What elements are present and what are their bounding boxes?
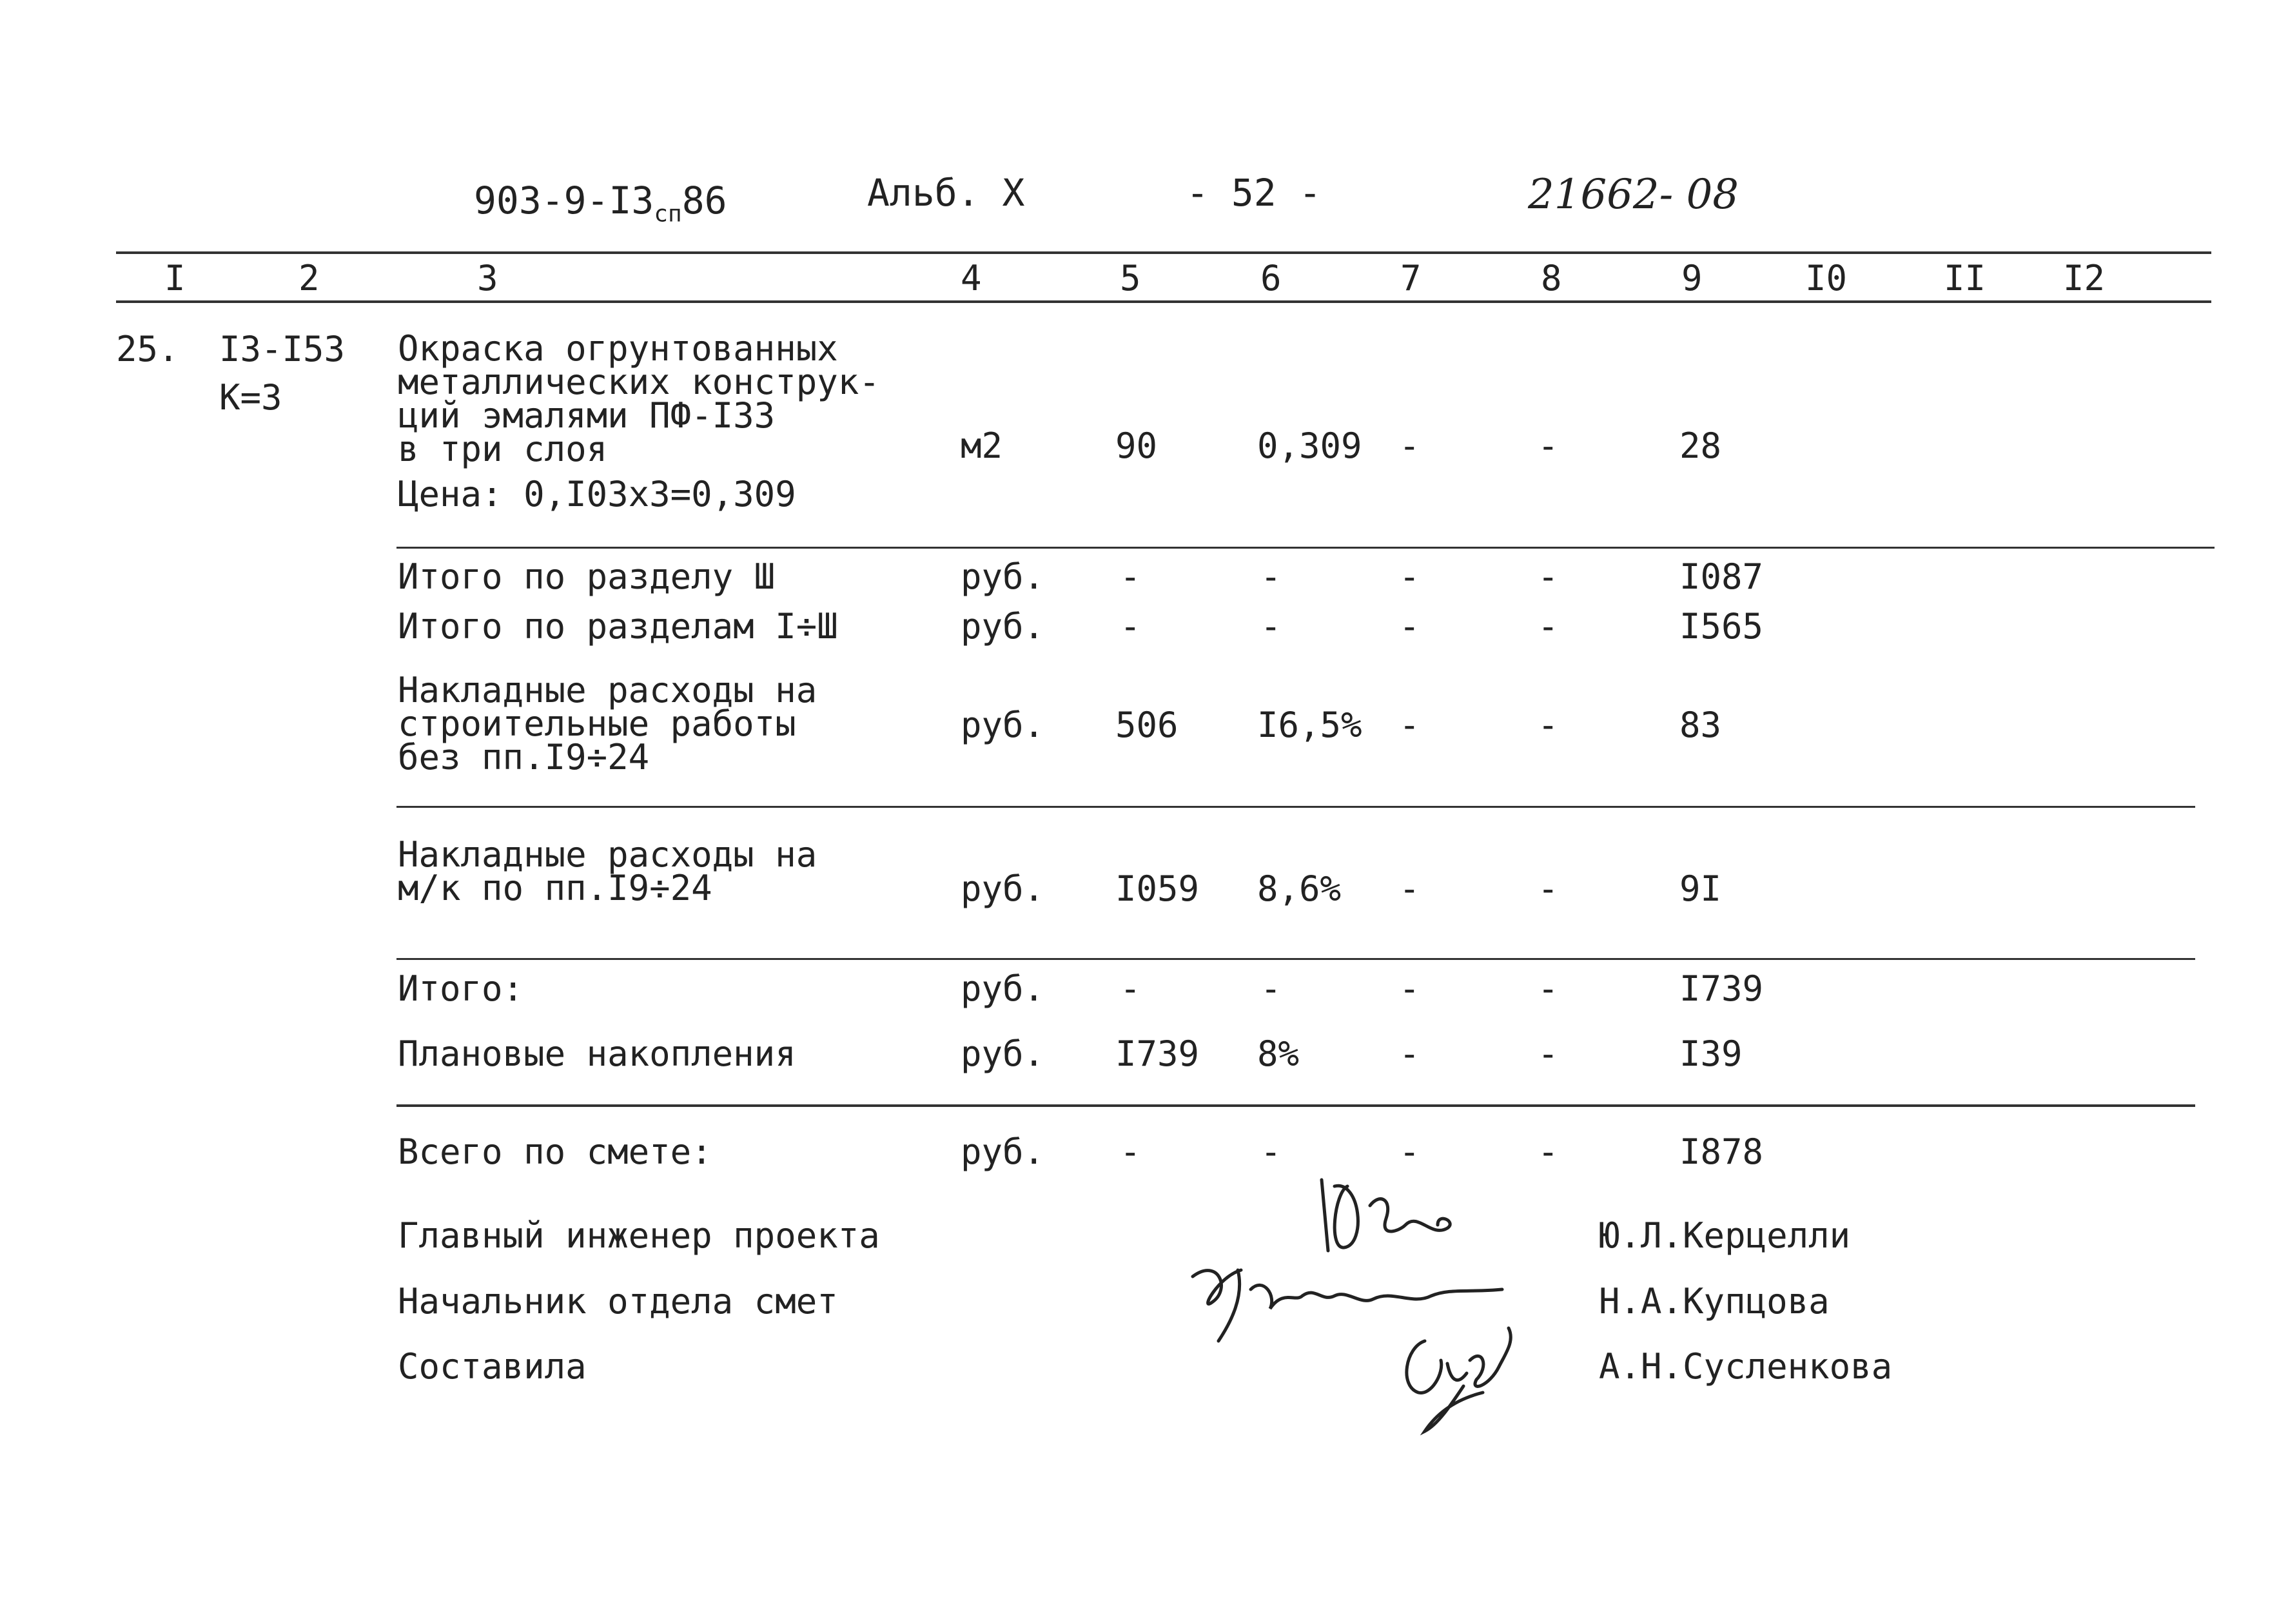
- row-col5: -: [1120, 556, 1141, 597]
- album-label: Альб. X: [867, 171, 1025, 215]
- name-estimates-head: Н.А.Купцова: [1599, 1281, 1830, 1322]
- row-col8: -: [1538, 606, 1559, 647]
- row-col5: -: [1120, 606, 1141, 647]
- row-label: Итого по разделу Ш: [398, 556, 776, 597]
- row-label: Итого по разделам I÷Ш: [398, 606, 838, 647]
- row-col7: -: [1399, 606, 1420, 647]
- divider-2: [396, 806, 2195, 808]
- row-col9: I878: [1679, 1131, 1764, 1172]
- inventory-number: 21662- 08: [1528, 171, 1739, 219]
- row-unit: руб.: [961, 1131, 1045, 1172]
- document-code-sub: сп: [654, 201, 682, 228]
- col-header-7: 7: [1400, 258, 1422, 298]
- document-code-tail: 86: [681, 179, 727, 222]
- divider-4: [396, 1104, 2195, 1107]
- row-col6: 8%: [1257, 1033, 1300, 1074]
- row-label: Плановые накопления: [398, 1033, 796, 1074]
- col-header-11: II: [1944, 258, 1986, 298]
- table-top-rule: [116, 251, 2211, 254]
- row-col9: I739: [1679, 968, 1764, 1009]
- divider-1: [396, 547, 2215, 549]
- item-description: Окраска огрунтованных металлических конструк- ций эмалями ПФ-I33 в три слоя: [398, 328, 880, 469]
- document-code: [474, 179, 727, 228]
- item-rate: 0,309: [1257, 426, 1362, 466]
- item-quantity: 90: [1115, 426, 1158, 466]
- name-chief-engineer: Ю.Л.Керцелли: [1599, 1215, 1851, 1256]
- item-number: 25.: [116, 329, 179, 369]
- row-unit: руб.: [961, 868, 1045, 909]
- divider-3: [396, 958, 2195, 960]
- item-col8: -: [1538, 426, 1559, 466]
- row-col8: -: [1538, 868, 1559, 909]
- row-col7: -: [1399, 1131, 1420, 1172]
- row-col5: I739: [1115, 1033, 1200, 1074]
- row-col9: I087: [1679, 556, 1764, 597]
- col-header-8: 8: [1541, 258, 1562, 298]
- row-col9: I39: [1679, 1033, 1743, 1074]
- col-header-10: I0: [1805, 258, 1848, 298]
- row-col7: -: [1399, 868, 1420, 909]
- role-estimates-head: Начальник отдела смет: [398, 1281, 838, 1322]
- role-compiler: Составила: [398, 1346, 587, 1387]
- row-col6: -: [1260, 606, 1282, 647]
- row-col9: 83: [1679, 705, 1722, 745]
- row-col7: -: [1399, 705, 1420, 745]
- row-unit: руб.: [961, 556, 1045, 597]
- item-total: 28: [1679, 426, 1722, 466]
- row-col8: -: [1538, 1131, 1559, 1172]
- row-col6: I6,5%: [1257, 705, 1362, 745]
- col-header-9: 9: [1681, 258, 1703, 298]
- page-number: - 52 -: [1186, 171, 1322, 215]
- row-col8: -: [1538, 556, 1559, 597]
- row-col9: I565: [1679, 606, 1764, 647]
- row-col5: -: [1120, 968, 1141, 1009]
- row-col8: -: [1538, 968, 1559, 1009]
- row-col8: -: [1538, 1033, 1559, 1074]
- row-col6: -: [1260, 556, 1282, 597]
- row-col8: -: [1538, 705, 1559, 745]
- col-header-3: 3: [477, 258, 498, 298]
- row-col7: -: [1399, 1033, 1420, 1074]
- name-compiler: А.Н.Сусленкова: [1599, 1346, 1893, 1387]
- row-col9: 9I: [1679, 868, 1722, 909]
- item-col7: -: [1399, 426, 1420, 466]
- item-code: I3-I53: [219, 329, 346, 369]
- document-code-main: 903-9-I3: [474, 179, 654, 222]
- item-coefficient: К=3: [219, 377, 282, 418]
- row-unit: руб.: [961, 968, 1045, 1009]
- row-label: Итого:: [398, 968, 524, 1009]
- row-col6: 8,6%: [1257, 868, 1342, 909]
- col-header-12: I2: [2063, 258, 2106, 298]
- row-col5: 506: [1115, 705, 1179, 745]
- row-unit: руб.: [961, 606, 1045, 647]
- row-col7: -: [1399, 968, 1420, 1009]
- col-header-6: 6: [1260, 258, 1282, 298]
- row-col6: -: [1260, 1131, 1282, 1172]
- row-label: Всего по смете:: [398, 1131, 712, 1172]
- table-header-rule: [116, 300, 2211, 303]
- role-chief-engineer: Главный инженер проекта: [398, 1215, 880, 1256]
- row-col7: -: [1399, 556, 1420, 597]
- col-header-1: I: [164, 258, 186, 298]
- row-label: Накладные расходы на строительные работы без пп.I9÷24: [398, 670, 817, 778]
- row-unit: руб.: [961, 705, 1045, 745]
- row-col5: -: [1120, 1131, 1141, 1172]
- row-col6: -: [1260, 968, 1282, 1009]
- col-header-4: 4: [961, 258, 982, 298]
- row-label: Накладные расходы на м/к по пп.I9÷24: [398, 834, 817, 908]
- signature-icon-compiler: [1386, 1315, 1534, 1444]
- row-unit: руб.: [961, 1033, 1045, 1074]
- row-col5: I059: [1115, 868, 1200, 909]
- col-header-2: 2: [298, 258, 320, 298]
- item-unit: м2: [961, 426, 1003, 466]
- col-header-5: 5: [1120, 258, 1141, 298]
- item-price: Цена: 0,I03x3=0,309: [398, 474, 796, 514]
